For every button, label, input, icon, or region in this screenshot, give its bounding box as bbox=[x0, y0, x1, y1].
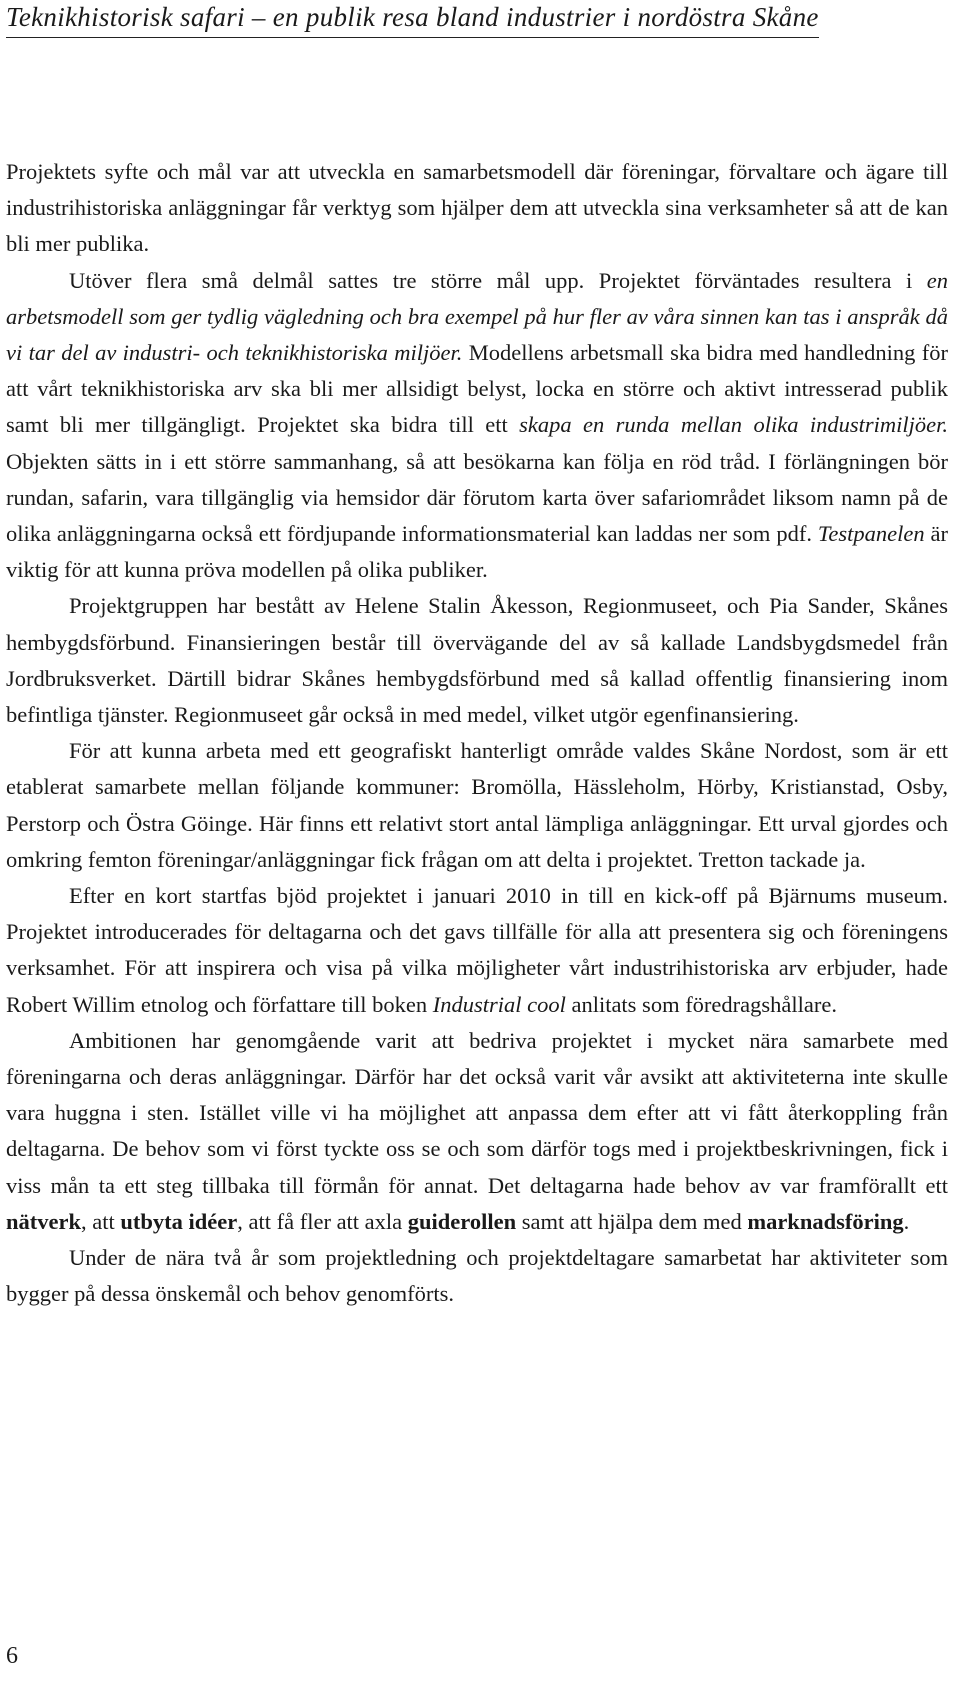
bold-network: nätverk bbox=[6, 1208, 81, 1234]
paragraph-kickoff bbox=[6, 878, 948, 1023]
running-header: Teknikhistorisk safari – en publik resa bland industrier i nordöstra Skåne bbox=[6, 2, 819, 38]
bold-guide-role: guiderollen bbox=[407, 1208, 517, 1234]
text-run: , att bbox=[81, 1208, 121, 1234]
bold-exchange-ideas: utbyta idéer bbox=[120, 1208, 238, 1234]
paragraph-area: För att kunna arbeta med ett geografiskt hanterligt område valdes Skåne Nordost, som är ett etablerat samarbete mellan följande kommuner: Bromölla, Hässleholm, Hörby, Kristianstad, Osby, Perstorp och Östra Göinge. Här finns ett relativt stort antal lämpliga anläggningar. Ett urval gjordes och omkring femton föreningar/anläggningar fick frågan om att delta i projektet. Tretton tackade ja. bbox=[6, 738, 948, 872]
body-text bbox=[6, 154, 948, 1313]
paragraph-project-group: Projektgruppen har bestått av Helene Stalin Åkesson, Regionmuseet, och Pia Sander, Skånes hembygdsförbund. Finansieringen består till övervägande del av så kallade Landsbygdsmedel från Jordbruksverket. Därtill bidrar Skånes hembygdsförbund med så kallad offentlig finansiering inom befintliga tjänster. Regionmuseet går också in med medel, vilket utgör egenfinansiering. bbox=[6, 593, 948, 728]
text-run: Efter en kort startfas bjöd projektet i januari 2010 in till en kick-off på Bjärnums museum. Projektet introducerades för deltagarna och det gavs tillfälle för alla att presentera sig och föreningens verksamhet. För att inspirera och visa på vilka möjligheter vårt industrihistoriska arv erbjuder, hade Robert Willim etnolog och författare till boken bbox=[6, 883, 948, 1017]
text-run: Utöver flera små delmål sattes tre större mål upp. Projektet förväntades resultera i bbox=[69, 267, 927, 293]
italic-book-title: Industrial cool bbox=[432, 991, 566, 1017]
text-run: , att få fler att axla bbox=[237, 1208, 408, 1234]
paragraph-ambition bbox=[6, 1023, 948, 1240]
paragraph-activities: Under de nära två år som projektledning och projektdeltagare samarbetat har aktiviteter som bygger på dessa önskemål och behov genomförts. bbox=[6, 1245, 948, 1307]
text-run: samt att hjälpa dem med bbox=[516, 1208, 748, 1234]
italic-goal-testpanel: Testpanelen bbox=[817, 521, 925, 547]
text-run: Objekten sätts in i ett större sammanhang, så att besökarna kan följa en röd tråd. I förlängningen bör rundan, safarin, vara tillgänglig via hemsidor där förutom karta över safariområdet liksom namn på de olika anläggningarna också ett fördjupande informationsmaterial kan laddas ner som pdf. bbox=[6, 448, 948, 547]
paragraph-goals bbox=[6, 263, 948, 589]
text-run: Ambitionen har genomgående varit att bedriva projektet i mycket nära samarbete med föreningarna och deras anläggningar. Därför har det också varit vår avsikt att aktiviteterna inte skulle vara huggna i sten. Istället ville vi ha möjlighet att anpassa dem efter att vi fått återkoppling från deltagarna. De behov som vi först tyckte oss se och som därför togs med i projektbeskrivningen, fick i viss mån ta ett steg tillbaka till förmån för annat. Det deltagarna hade behov av var framförallt ett bbox=[6, 1027, 948, 1198]
italic-goal-round: skapa en runda mellan olika industrimiljöer. bbox=[519, 412, 948, 438]
bold-marketing: marknadsföring bbox=[747, 1208, 904, 1234]
paragraph-purpose: Projektets syfte och mål var att utveckla en samarbetsmodell där föreningar, förvaltare och ägare till industrihistoriska anläggningar får verktyg som hjälper dem att utveckla sina verksamheter så att de kan bli mer publika. bbox=[6, 159, 948, 257]
text-run: . bbox=[903, 1208, 910, 1234]
text-run: anlitats som föredragshållare. bbox=[565, 991, 837, 1017]
page-number: 6 bbox=[6, 1643, 18, 1669]
text-run: är viktig för att kunna pröva modellen på olika publiker. bbox=[6, 521, 948, 583]
text-run: Modellens arbetsmall ska bidra med handledning för att vårt teknikhistoriska arv ska bli mer allsidigt belyst, locka en större och aktivt intresserad publik samt bli mer tillgängligt. Projektet ska bidra till ett bbox=[6, 340, 948, 438]
italic-goal-model: en arbetsmodell som ger tydlig vägledning och bra exempel på hur fler av våra sinnen kan tas i anspråk då vi tar del av industri- och teknikhistoriska miljöer. bbox=[6, 267, 948, 366]
